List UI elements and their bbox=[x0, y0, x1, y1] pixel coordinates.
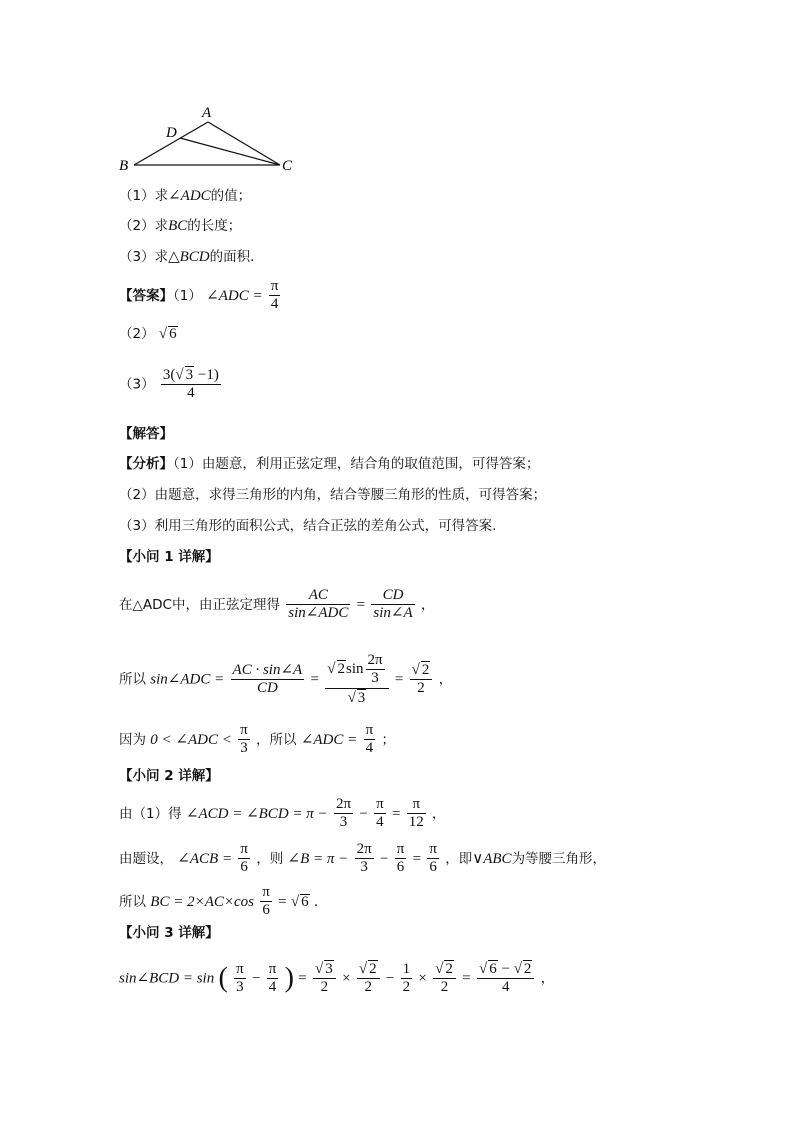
side-ac bbox=[208, 122, 280, 165]
answer-1: 【答案】（1） ∠ADC = $\frac{\pi}{4}$ bbox=[119, 278, 279, 313]
question-2: （2）求BC的长度； bbox=[119, 218, 242, 234]
label-a: A bbox=[202, 105, 212, 121]
part-2-line-2: 由题设， ∠ACB = $\frac{\pi}{6}$ ，则 ∠B = π − $\frac{2\pi}{3}$ − $\frac{\pi}{6}$ = $\frac{\pi}{6}$ ，即∨ABC为等腰三角形， bbox=[119, 841, 607, 876]
label-c: C bbox=[282, 158, 293, 174]
answer-2: （2） √ 6 bbox=[119, 326, 177, 342]
part-2-line-1: 由（1）得 ∠ACD = ∠BCD = π − $\frac{2\pi}{3}$ − $\frac{\pi}{4}$ = $\frac{\pi}{12}$ ， bbox=[119, 796, 446, 831]
part-1-line-2: 所以 sin∠ADC = $\frac{AC \cdot \sin\angle A}{CD}$ = √ 2sin $\frac{2\pi}{3}$ √ 3 = $\frac{√ 2}{2}$ ， bbox=[119, 652, 453, 706]
part-3-label: 【小问 3 详解】 bbox=[119, 925, 219, 941]
part-2-label: 【小问 2 详解】 bbox=[119, 768, 219, 784]
question-1: （1）求∠ADC的值； bbox=[119, 188, 252, 204]
question-3: （3）求△BCD的面积． bbox=[119, 249, 264, 265]
analysis-1: 【分析】（1）由题意，利用正弦定理，结合角的取值范围，可得答案； bbox=[119, 456, 540, 472]
triangle-figure bbox=[0, 95, 794, 275]
solution-label: 【解答】 bbox=[119, 426, 173, 442]
part-3-line-1: sin∠BCD = sin ( $\frac{\pi}{3}$ − $\frac{\pi}{4}$ ) = $\frac{√ 3}{2}$ × $\frac{√ 2}{2}$ − $\frac{1}{2}$ × $\frac{√ 2}{2}$ = $\frac{√ 6 - √ 2}{4}$ ， bbox=[119, 960, 555, 996]
analysis-2: （2）由题意，求得三角形的内角，结合等腰三角形的性质，可得答案； bbox=[119, 487, 547, 503]
part-1-line-3: 因为 0 < ∠ADC < $\frac{\pi}{3}$ ，所以 ∠ADC = $\frac{\pi}{4}$ ； bbox=[119, 722, 395, 757]
analysis-3: （3）利用三角形的面积公式，结合正弦的差角公式，可得答案. bbox=[119, 518, 497, 534]
part-2-line-3: 所以 BC = 2×AC×cos $\frac{\pi}{6}$ = √ 6 ． bbox=[119, 884, 328, 919]
label-b: B bbox=[119, 158, 129, 174]
part-1-line-1: 在△ADC中，由正弦定理得 $\frac{AC}{\text{sin∠ADC}}$ = $\frac{CD}{\sin\angle A}$ ， bbox=[119, 587, 435, 622]
answer-label: 【答案】 bbox=[119, 287, 173, 304]
segment-dc bbox=[180, 138, 280, 165]
part-1-label: 【小问 1 详解】 bbox=[119, 549, 219, 565]
label-d: D bbox=[166, 125, 177, 141]
answer-3: （3） $\frac{3(√ 3 -1)}{4}$ bbox=[119, 367, 219, 402]
